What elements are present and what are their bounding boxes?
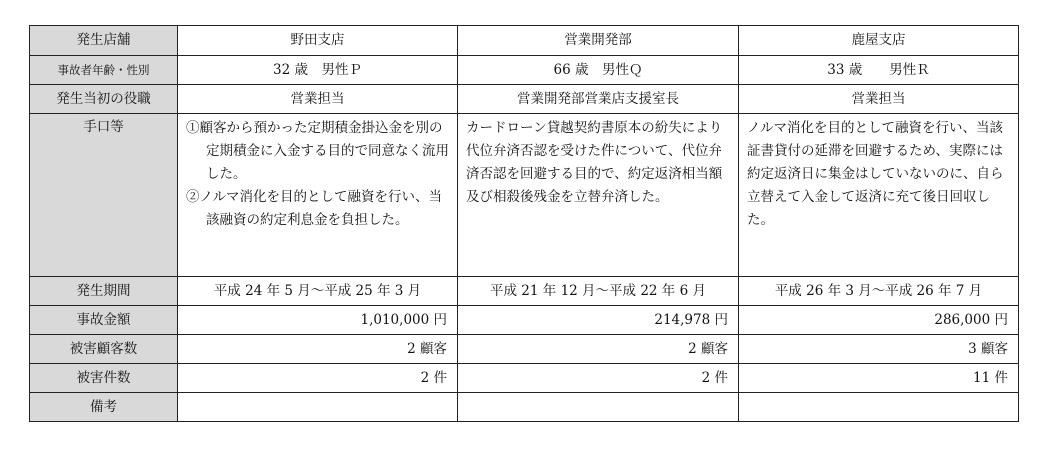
header-role: 発生当初の役職	[30, 85, 178, 114]
cell-age-gender-1: 32 歳 男性Ｐ	[178, 56, 458, 85]
cell-remarks-3	[739, 393, 1019, 422]
row-age-gender	[30, 56, 1019, 85]
row-store	[30, 26, 1019, 56]
method-2-text: カードローン貸越契約書原本の紛失により代位弁済否認を受けた件について、代位弁済否認を回避する目的で、約定返済相当額及び相殺後残金を立替弁済した。	[466, 120, 723, 205]
method-1-item-2: ②ノルマ消化を目的として融資を行い、当該融資の約定利息金を負担した。	[186, 189, 442, 228]
cell-age-gender-3: 33 歳 男性Ｒ	[739, 56, 1019, 85]
header-remarks: 備考	[30, 393, 178, 422]
header-customers: 被害顧客数	[30, 335, 178, 364]
method-3-text: ノルマ消化を目的として融資を行い、当該証書貸付の延滞を回避するため、実際には約定返済日に集金はしていないのに、自ら立替えて入金して返済に充て後日回収した。	[747, 120, 1004, 228]
header-age-gender: 事故者年齢・性別	[30, 56, 178, 85]
row-role	[30, 85, 1019, 114]
cell-store-2: 営業開発部	[458, 26, 739, 56]
cell-remarks-2	[458, 393, 739, 422]
cell-method-2	[458, 114, 739, 277]
cell-period-1: 平成 24 年 5 月～平成 25 年 3 月	[178, 277, 458, 306]
cell-customers-2: 2 顧客	[458, 335, 739, 364]
row-customers	[30, 335, 1019, 364]
cell-store-1: 野田支店	[178, 26, 458, 56]
header-cases: 被害件数	[30, 364, 178, 393]
cell-role-2: 営業開発部営業店支援室長	[458, 85, 739, 114]
row-period	[30, 277, 1019, 306]
row-amount	[30, 306, 1019, 335]
cell-role-1: 営業担当	[178, 85, 458, 114]
cell-amount-3: 286,000 円	[739, 306, 1019, 335]
cell-customers-3: 3 顧客	[739, 335, 1019, 364]
cell-cases-2: 2 件	[458, 364, 739, 393]
cell-age-gender-2: 66 歳 男性Ｑ	[458, 56, 739, 85]
row-cases	[30, 364, 1019, 393]
cell-remarks-1	[178, 393, 458, 422]
cell-method-1	[178, 114, 458, 277]
cell-role-3: 営業担当	[739, 85, 1019, 114]
header-method: 手口等	[30, 114, 178, 277]
cell-method-3	[739, 114, 1019, 277]
header-period: 発生期間	[30, 277, 178, 306]
cell-period-2: 平成 21 年 12 月～平成 22 年 6 月	[458, 277, 739, 306]
method-1-item-1: ①顧客から預かった定期積金掛込金を別の定期積金に入金する目的で同意なく流用した。	[186, 120, 449, 182]
cell-customers-1: 2 顧客	[178, 335, 458, 364]
cell-period-3: 平成 26 年 3 月～平成 26 年 7 月	[739, 277, 1019, 306]
header-store: 発生店舗	[30, 26, 178, 56]
incident-table	[29, 25, 1019, 422]
row-method	[30, 114, 1019, 277]
cell-store-3: 鹿屋支店	[739, 26, 1019, 56]
header-amount: 事故金額	[30, 306, 178, 335]
cell-amount-1: 1,010,000 円	[178, 306, 458, 335]
cell-cases-1: 2 件	[178, 364, 458, 393]
cell-amount-2: 214,978 円	[458, 306, 739, 335]
row-remarks	[30, 393, 1019, 422]
cell-cases-3: 11 件	[739, 364, 1019, 393]
